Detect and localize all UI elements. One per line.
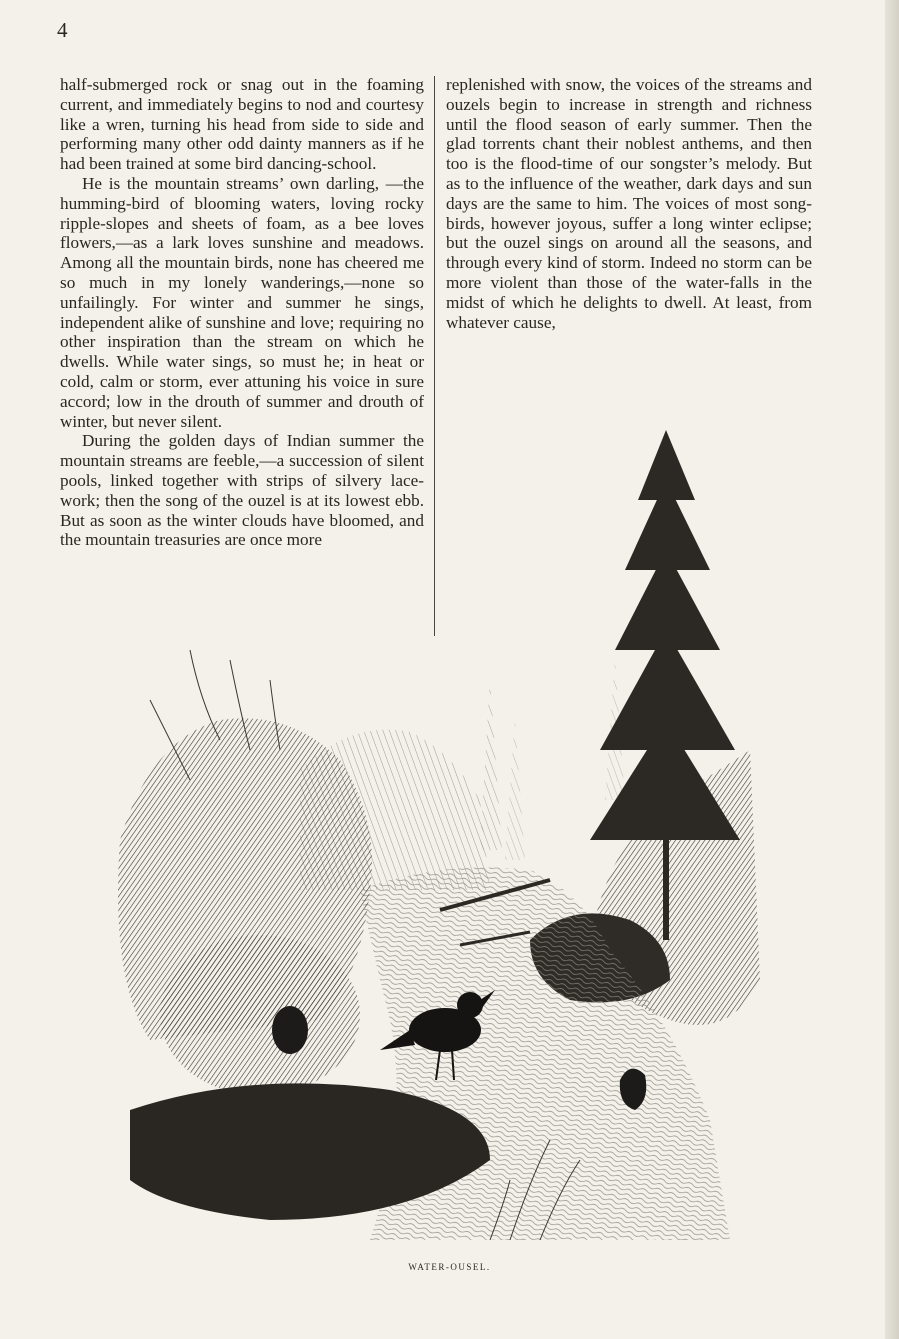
- right-column: [446, 75, 812, 332]
- paragraph: half-submerged rock or snag out in the foaming current, and immediately begins to nod and courtesy like a wren, turning his head from side to side and performing many other odd dainty manners as if he had been trained at some bird dancing-school.: [60, 75, 424, 174]
- water-ousel-engraving: [110, 420, 760, 1260]
- paragraph: During the golden days of Indian summer the mountain streams are feeble,—a succession of silent pools, linked together with strips of silvery lace-work; then the song of the ouzel is at its lowest ebb. But as soon as the winter clouds have bloomed, and the mountain treasuries are once more: [60, 431, 424, 550]
- paragraph: replenished with snow, the voices of the streams and ouzels begin to increase in strength and richness until the flood season of early summer. Then the glad torrents chant their noblest anthems, and then too is the flood-time of our songster’s melody. But as to the influence of the weather, dark days and sun days are the same to him. The voices of most song-birds, however joyous, suffer a long winter eclipse; but the ouzel sings on around all the seasons, and through every kind of storm. Indeed no storm can be more violent than those of the water-falls in the midst of which he delights to dwell. At least, from whatever cause,: [446, 75, 812, 332]
- page-number: 4: [57, 18, 68, 42]
- ousel-nest: [160, 935, 360, 1095]
- figure-caption: WATER-OUSEL.: [408, 1262, 491, 1272]
- page-edge: [885, 0, 899, 1339]
- paragraph: He is the mountain streams’ own darling, —the humming-bird of blooming waters, loving rocky ripple-slopes and sheets of foam, as a bee loves flowers,—as a lark loves sunshine and meadows. Among all the mountain birds, none has cheered me so much in my lonely wanderings,—none so unfailingly. For winter and summer he sings, independent alike of sunshine and love; requiring no other inspiration than the stream on which he dwells. While water sings, so must he; in heat or cold, calm or storm, ever attuning his voice in sure accord; low in the drouth of summer and drouth of winter, but never silent.: [60, 173, 424, 431]
